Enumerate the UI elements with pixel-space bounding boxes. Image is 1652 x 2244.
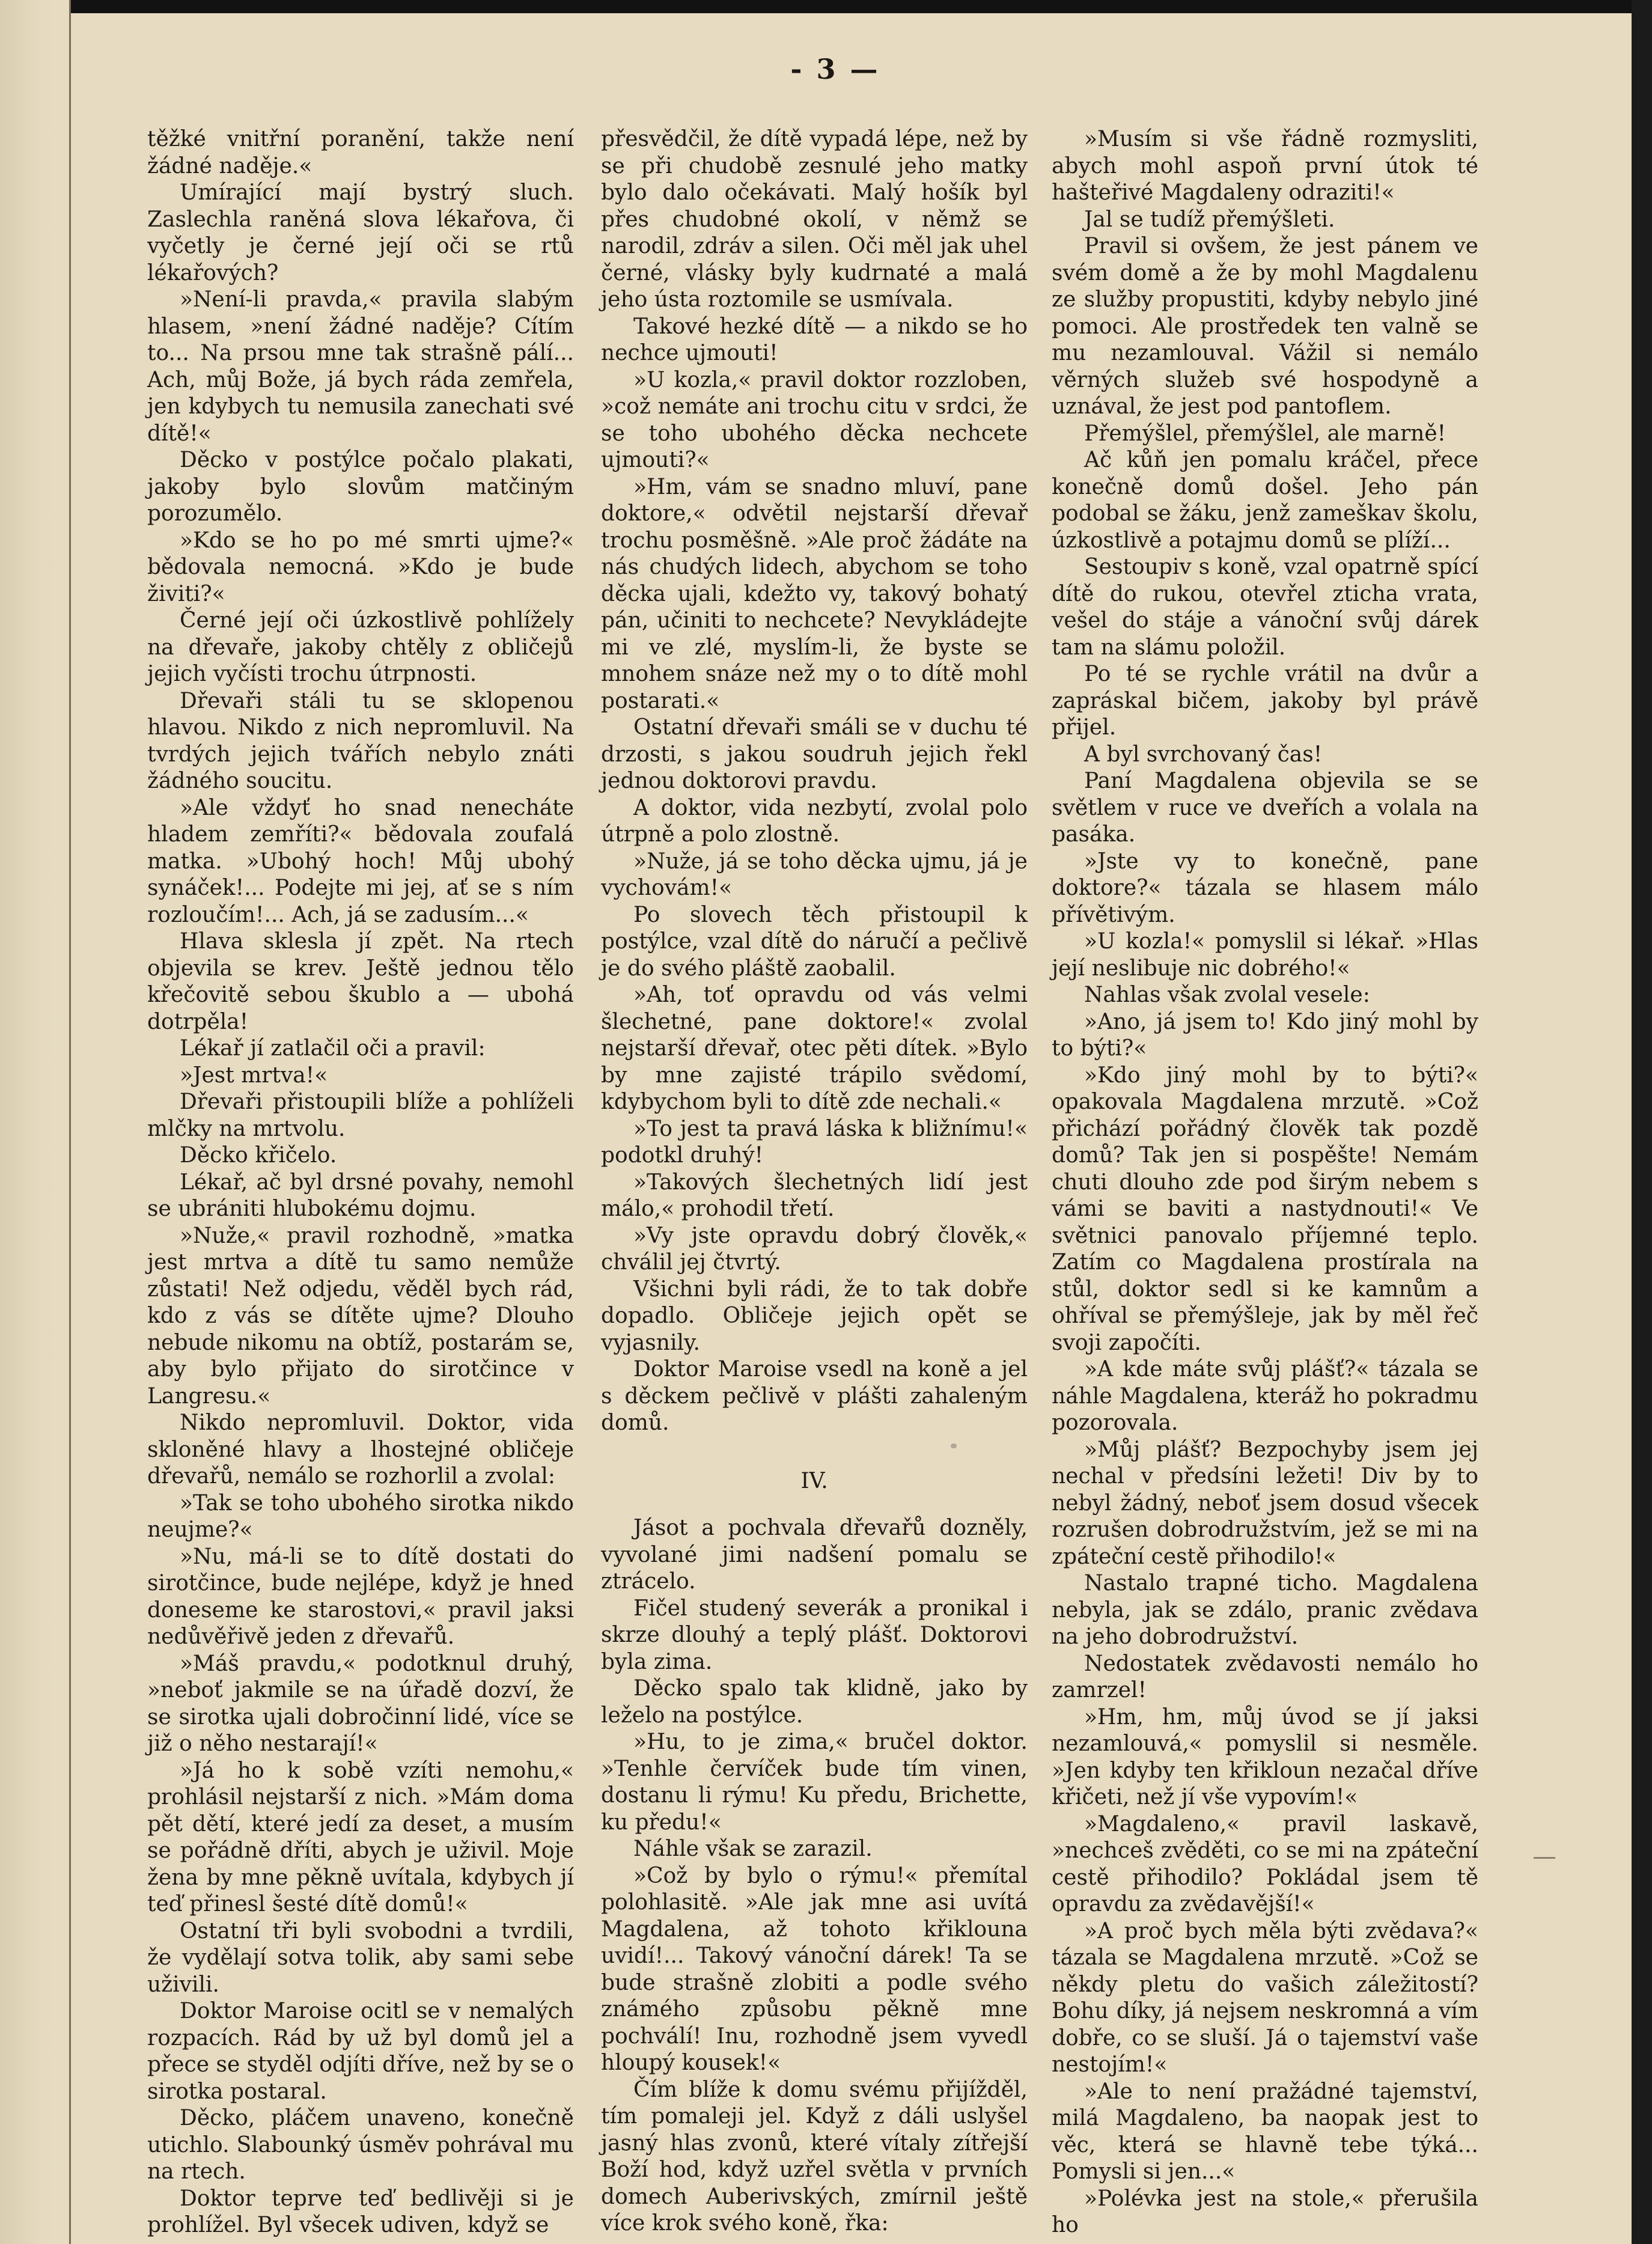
paragraph: Všichni byli rádi, že to tak dobře dopadlo. Obličeje jejich opět se vyjasnily. (601, 1276, 1028, 1355)
paragraph: Jal se tudíž přemýšleti. (1084, 207, 1335, 232)
text-column-2 (601, 126, 1028, 2237)
paragraph: Po té se rychle vrátil na dvůr a zapráskal bičem, jakoby byl právě přijel. (1052, 662, 1478, 740)
paragraph: »Můj plášť? Bezpochyby jsem jej nechal v předsíni ležeti! Div by to nebyl žádný, neboť jsem dosud všecek rozrušen dobrodružstvím, jež se mi na zpáteční cestě přihodilo!« (1052, 1437, 1478, 1569)
paragraph: »Nu, má-li se to dítě dostati do sirotčince, bude nejlépe, když je hned doneseme ke starostovi,« pravil jaksi nedůvěřivě jeden z dřevařů. (147, 1544, 574, 1649)
paragraph: »Vy jste opravdu dobrý člověk,« chválil jej čtvrtý. (601, 1223, 1028, 1275)
paragraph: »U kozla,« pravil doktor rozzloben, »což nemáte ani trochu citu v srdci, že se toho ubohého děcka nechcete ujmouti?« (601, 367, 1028, 472)
paragraph: Děcko spalo tak klidně, jako by leželo na postýlce. (601, 1676, 1028, 1728)
paragraph: Děcko v postýlce počalo plakati, jakoby bylo slovům matčiným porozumělo. (147, 448, 574, 526)
paragraph: »Ano, já jsem to! Kdo jiný mohl by to býti?« (1052, 1009, 1478, 1061)
paragraph: Lékař, ač byl drsné povahy, nemohl se ubrániti hlubokému dojmu. (147, 1169, 574, 1221)
paragraph: »A proč bych měla býti zvědava?« tázala se Magdalena mrzutě. »Což se někdy pletu do vašich záležitostí? Bohu díky, já nejsem neskromná a vím dobře, co se sluší. Já o tajemství vaše nestojím!« (1052, 1918, 1478, 2077)
paragraph: A byl svrchovaný čas! (1084, 742, 1323, 767)
paragraph: Dřevaři přistoupili blíže a pohlíželi mlčky na mrtvolu. (147, 1090, 574, 1141)
paragraph: »Ale to není pražádné tajemství, milá Magdaleno, ba naopak jest to věc, která se hlavně tebe týká... Pomysli si jen...« (1052, 2079, 1478, 2184)
print-speck (951, 1444, 957, 1448)
paragraph: Ač kůň jen pomalu kráčel, přece konečně domů došel. Jeho pán podobal se žáku, jenž zameškav školu, úzkostlivě a potajmu domů se plíží... (1052, 448, 1478, 553)
paragraph: Přemýšlel, přemýšlel, ale marně! (1084, 421, 1446, 446)
paragraph: Doktor teprve teď bedlivěji si je prohlížel. Byl všecek udiven, když se (147, 2186, 574, 2237)
paragraph: těžké vnitřní poranění, takže není žádné naděje.« (147, 127, 574, 178)
paragraph: Náhle však se zarazil. (633, 1837, 873, 1861)
paragraph: Hlava sklesla jí zpět. Na rtech objevila se krev. Ještě jednou tělo křečovitě sebou škublo a — ubohá dotrpěla! (147, 929, 574, 1034)
paragraph: Fičel studený severák a pronikal i skrze dlouhý a teplý plášť. Doktorovi byla zima. (601, 1596, 1028, 1674)
paragraph: Černé její oči úzkostlivě pohlížely na dřevaře, jakoby chtěly z obličejů jejich vyčísti trochu útrpnosti. (147, 608, 574, 686)
paragraph: »Polévka jest na stole,« přerušila ho (1052, 2186, 1478, 2237)
paragraph: Nastalo trapné ticho. Magdalena nebyla, jak se zdálo, pranic zvědava na jeho dobrodružství. (1052, 1571, 1478, 1649)
paragraph: »U kozla!« pomyslil si lékař. »Hlas její neslibuje nic dobrého!« (1052, 929, 1478, 981)
paragraph: »Tak se toho ubohého sirotka nikdo neujme?« (147, 1490, 574, 1542)
paragraph: Děcko křičelo. (180, 1143, 337, 1168)
paragraph: »Musím si vše řádně rozmysliti, abych mohl aspoň první útok té hašteřivé Magdaleny odraziti!« (1052, 127, 1478, 205)
paragraph: Čím blíže k domu svému přijížděl, tím pomaleji jel. Když z dáli uslyšel jasný hlas zvonů, které vítaly zítřejší Boží hod, když uzřel světla v prvních domech Auberivských, zmírnil ještě více krok svého koně, řka: (601, 2077, 1028, 2236)
paragraph: Doktor Maroise ocitl se v nemalých rozpacích. Rád by už byl domů jel a přece se styděl odjíti dříve, než by se o sirotka postaral. (147, 1999, 575, 2104)
paragraph: Paní Magdalena objevila se se světlem v ruce ve dveřích a volala na pasáka. (1052, 769, 1478, 847)
paragraph: »Máš pravdu,« podotknul druhý, »neboť jakmile se na úřadě dozví, že se sirotka ujali dobročinní lidé, více se již o něho nestarají!« (147, 1651, 574, 1756)
paragraph: Po slovech těch přistoupil k postýlce, vzal dítě do náručí a pečlivě je do svého pláště zaobalil. (601, 902, 1028, 981)
paragraph: A doktor, vida nezbytí, zvolal polo útrpně a polo zlostně. (601, 795, 1028, 847)
text-column-1 (147, 126, 574, 2239)
paragraph: »Já ho k sobě vzíti nemohu,« prohlásil nejstarší z nich. »Mám doma pět dětí, které jedí za deset, a musím se pořádně dříti, abych je uživil. Moje žena by mne pěkně uvítala, kdybych jí teď přinesl šesté dítě domů!« (147, 1758, 574, 1916)
paragraph: Ostatní tři byli svobodni a tvrdili, že vydělají sotva tolik, aby sami sebe uživili. (147, 1918, 574, 1997)
paragraph: »Hm, vám se snadno mluví, pane doktore,« odvětil nejstarší dřevař trochu posměšně. »Ale proč žádáte na nás chudých lidech, abychom se toho děcka ujali, kdežto vy, takový bohatý pán, učiniti to nechcete? Nevykládejte mi ve zlé, myslím-li, že byste se mnohem snáze než my o to dítě mohl postarati.« (601, 474, 1028, 713)
scan-top-border (0, 0, 1652, 13)
paragraph: »Ale vždyť ho snad nenecháte hladem zemříti?« bědovala zoufalá matka. »Ubohý hoch! Můj ubohý synáček!... Podejte mi jej, ať se s ním rozloučím!... Ach, já se zadusím...« (147, 795, 574, 927)
paragraph: »Hm, hm, můj úvod se jí jaksi nezamlouvá,« pomyslil si nesměle. »Jen kdyby ten křikloun nezačal dříve křičeti, než jí vše vypovím!« (1052, 1704, 1478, 1810)
paragraph: »To jest ta pravá láska k bližnímu!« podotkl druhý! (601, 1116, 1028, 1168)
margin-mark (1534, 1857, 1555, 1859)
paragraph: Nikdo nepromluvil. Doktor, vida skloněné hlavy a lhostejné obličeje dřevařů, nemálo se rozhorlil a zvolal: (147, 1410, 574, 1489)
paragraph: Nahlas však zvolal vesele: (1084, 983, 1370, 1007)
paragraph: Jásot a pochvala dřevařů dozněly, vyvolané jimi nadšení pomalu se ztrácelo. (601, 1516, 1028, 1594)
paragraph: »Magdaleno,« pravil laskavě, »nechceš zvěděti, co se mi na zpáteční cestě přihodilo? Pokládal jsem tě opravdu za zvědavější!« (1052, 1811, 1478, 1916)
paragraph: »Nuže, já se toho děcka ujmu, já je vychovám!« (601, 849, 1028, 900)
paragraph: Doktor Maroise vsedl na koně a jel s děckem pečlivě v plášti zahaleným domů. (601, 1357, 1028, 1435)
section-heading: IV. (800, 1468, 828, 1493)
paragraph: »Což by bylo o rýmu!« přemítal polohlasitě. »Ale jak mne asi uvítá Magdalena, až tohoto křiklouna uvidí!... Takový vánoční dárek! Ta se bude strašně zlobiti a podle svého známého způsobu pěkně mne pochválí! Inu, rozhodně jsem vyvedl hloupý kousek!« (601, 1863, 1028, 2075)
paragraph: »Ah, toť opravdu od vás velmi šlechetné, pane doktore!« zvolal nejstarší dřevař, otec pěti dítek. »Bylo by mne zajisté trápilo svědomí, kdybychom byli to dítě zde nechali.« (601, 983, 1028, 1114)
paragraph: »Jest mrtva!« (180, 1063, 328, 1088)
paragraph: »Kdo jiný mohl by to býti?« opakovala Magdalena mrzutě. »Což přichází pořádný člověk tak pozdě domů? Tak jen si pospěšte! Nemám chuti dlouho zde pod širým nebem s vámi se baviti a nastydnouti!« Ve světnici panovalo příjemné teplo. Zatím co Magdalena prostírala na stůl, doktor sedl si ke kamnům a ohříval se přemýšleje, jak by měl řeč svoji započíti. (1052, 1063, 1478, 1355)
paragraph: »Jste vy to konečně, pane doktore?« tázala se hlasem málo přívětivým. (1052, 849, 1478, 927)
text-column-3 (1052, 126, 1478, 2239)
binding-margin (0, 0, 71, 2244)
paragraph: Takové hezké dítě — a nikdo se ho nechce ujmouti! (601, 314, 1028, 365)
paragraph: »Takových šlechetných lidí jest málo,« prohodil třetí. (601, 1169, 1028, 1221)
paragraph: Dřevaři stáli tu se sklopenou hlavou. Nikdo z nich nepromluvil. Na tvrdých jejich tvářích nebylo znáti žádného soucitu. (147, 688, 574, 793)
paragraph: Umírající mají bystrý sluch. Zaslechla raněná slova lékařova, či vyčetly je černé její oči se rtů lékařových? (147, 180, 574, 285)
paragraph: »Není-li pravda,« pravila slabým hlasem, »není žádné naděje? Cítím to... Na prsou mne tak strašně pálí... Ach, můj Bože, já bych ráda zemřela, jen kdybych tu nemusila zanechati své dítě!« (147, 287, 574, 446)
page-number: - 3 — (790, 53, 880, 85)
paragraph: Ostatní dřevaři smáli se v duchu té drzosti, s jakou soudruh jejich řekl jednou doktorovi pravdu. (601, 715, 1028, 793)
paragraph: Pravil si ovšem, že jest pánem ve svém domě a že by mohl Magdalenu ze služby propustiti, kdyby nebylo jiné pomoci. Ale prostředek ten valně se mu nezamlouval. Vážil si nemálo věrných služeb své hospodyně a uznával, že jest pod pantoflem. (1052, 234, 1478, 419)
paragraph: Sestoupiv s koně, vzal opatrně spící dítě do rukou, otevřel zticha vrata, vešel do stáje a vánoční svůj dárek tam na slámu položil. (1052, 555, 1478, 660)
paragraph: »Hu, to je zima,« bručel doktor. »Tenhle červíček bude tím vinen, dostanu li rýmu! Ku předu, Brichette, ku předu!« (601, 1730, 1028, 1835)
scan-right-border (1632, 0, 1652, 2244)
paragraph: »Kdo se ho po mé smrti ujme?« bědovala nemocná. »Kdo je bude živiti?« (147, 528, 574, 606)
paragraph: »A kde máte svůj plášť?« tázala se náhle Magdalena, kteráž ho pokradmu pozorovala. (1052, 1357, 1478, 1435)
paragraph: »Nuže,« pravil rozhodně, »matka jest mrtva a dítě tu samo nemůže zůstati! Než odjedu, věděl bych rád, kdo z vás se dítěte ujme? Dlouho nebude nikomu na obtíž, postarám se, aby bylo přijato do sirotčince v Langresu.« (147, 1223, 574, 1409)
paragraph: přesvědčil, že dítě vypadá lépe, než by se při chudobě zesnulé jeho matky bylo dalo očekávati. Malý hošík byl přes chudobné okolí, v němž se narodil, zdráv a silen. Oči měl jak uhel černé, vlásky byly kudrnaté a malá jeho ústa roztomile se usmívala. (601, 127, 1028, 312)
paragraph: Nedostatek zvědavosti nemálo ho zamrzel! (1052, 1651, 1478, 1703)
paragraph: Děcko, pláčem unaveno, konečně utichlo. Slabounký úsměv pohrával mu na rtech. (147, 2106, 574, 2184)
paragraph: Lékař jí zatlačil oči a pravil: (180, 1036, 486, 1061)
